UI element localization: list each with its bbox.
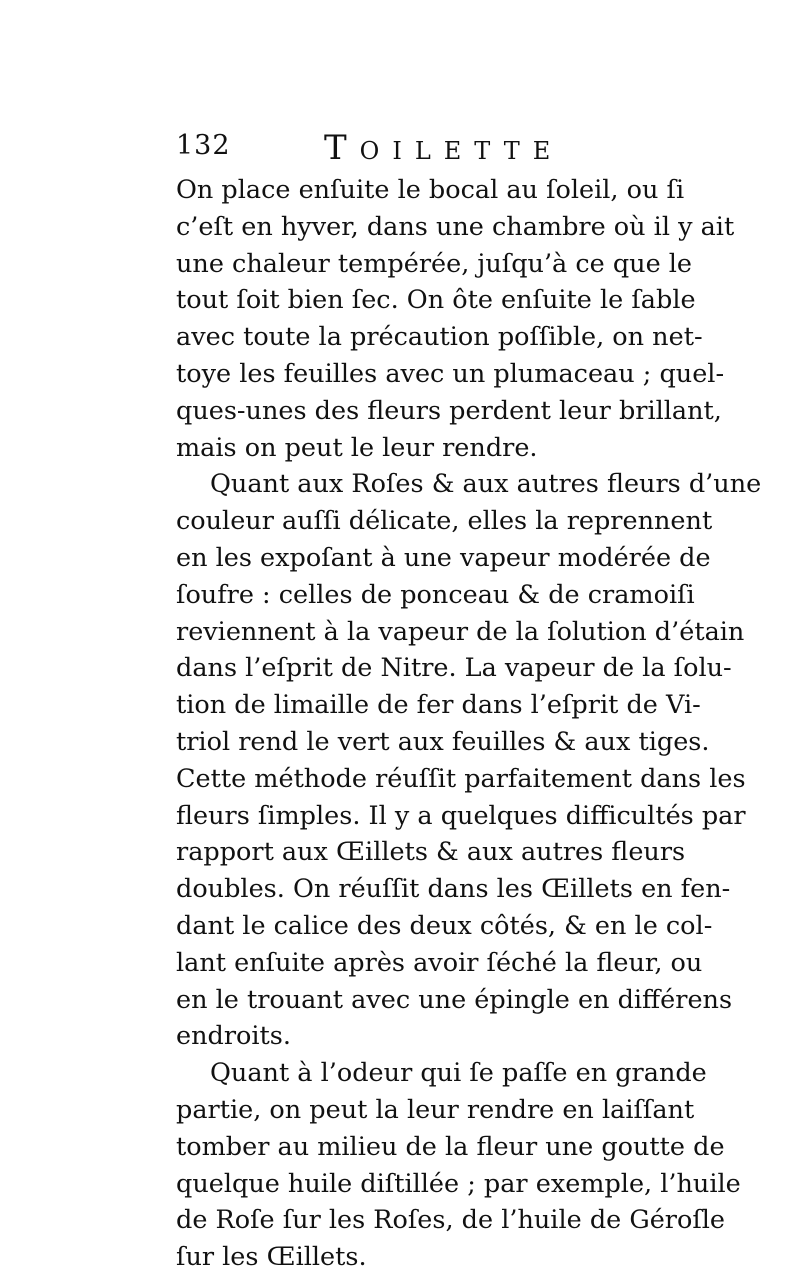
paragraph (176, 172, 735, 466)
text-line: endroits. (176, 1021, 291, 1052)
text-line: toye les feuilles avec un plumaceau ; quel- (176, 358, 725, 389)
text-line: reviennent à la vapeur de la ſolution d’étain (176, 616, 745, 647)
text-line: dant le calice des deux côtés, & en le col- (176, 910, 713, 941)
text-line: de Roſe ſur les Roſes, de l’huile de Géroſle (176, 1205, 726, 1236)
text-line: fleurs ſimples. Il y a quelques difficultés par (176, 800, 746, 831)
text-line: mais on peut le leur rendre. (176, 432, 538, 463)
running-head (176, 128, 616, 168)
text-line: ques-unes des fleurs perdent leur brillant, (176, 395, 722, 426)
text-line: en les expoſant à une vapeur modérée de (176, 542, 711, 573)
text-line: doubles. On réuſſit dans les Œillets en fen- (176, 874, 731, 905)
text-line: partie, on peut la leur rendre en laiſſant (176, 1094, 695, 1125)
text-line: rapport aux Œillets & aux autres fleurs (176, 837, 686, 868)
text-line: ſur les Œillets. (176, 1242, 367, 1273)
text-line: en le trouant avec une épingle en différens (176, 984, 733, 1015)
text-line: triol rend le vert aux feuilles & aux tiges. (176, 726, 710, 757)
paragraph (176, 1055, 741, 1276)
text-line: tion de limaille de fer dans l’eſprit de Vi- (176, 690, 701, 721)
text-line: avec toute la précaution poſſible, on net- (176, 322, 703, 353)
paragraph (176, 466, 762, 1055)
text-line: tout ſoit bien ſec. On ôte enſuite le ſable (176, 285, 696, 316)
text-line: quelque huile diſtillée ; par exemple, l’huile (176, 1168, 741, 1199)
text-line: Quant aux Roſes & aux autres fleurs d’une (210, 469, 762, 500)
page-number: 132 (176, 130, 231, 161)
text-line: On place enſuite le bocal au ſoleil, ou ſi (176, 175, 685, 205)
text-line: lant enſuite après avoir ſéché la fleur, ou (176, 947, 703, 978)
text-line: tomber au milieu de la fleur une goutte de (176, 1131, 725, 1162)
text-line: c’eſt en hyver, dans une chambre où il y ait (176, 211, 735, 242)
text-line: dans l’eſprit de Nitre. La vapeur de la ſolu- (176, 653, 732, 684)
text-line: une chaleur tempérée, juſqu’à ce que le (176, 248, 693, 279)
text-line: ſoufre : celles de ponceau & de cramoiſi (176, 579, 695, 610)
text-line: Quant à l’odeur qui ſe paſſe en grande (210, 1058, 707, 1089)
body-text (176, 172, 762, 1276)
running-title: Toilette (324, 128, 564, 168)
text-line: couleur auſſi délicate, elles la reprennent (176, 506, 713, 537)
text-line: Cette méthode réuſſit parfaitement dans les (176, 763, 746, 794)
